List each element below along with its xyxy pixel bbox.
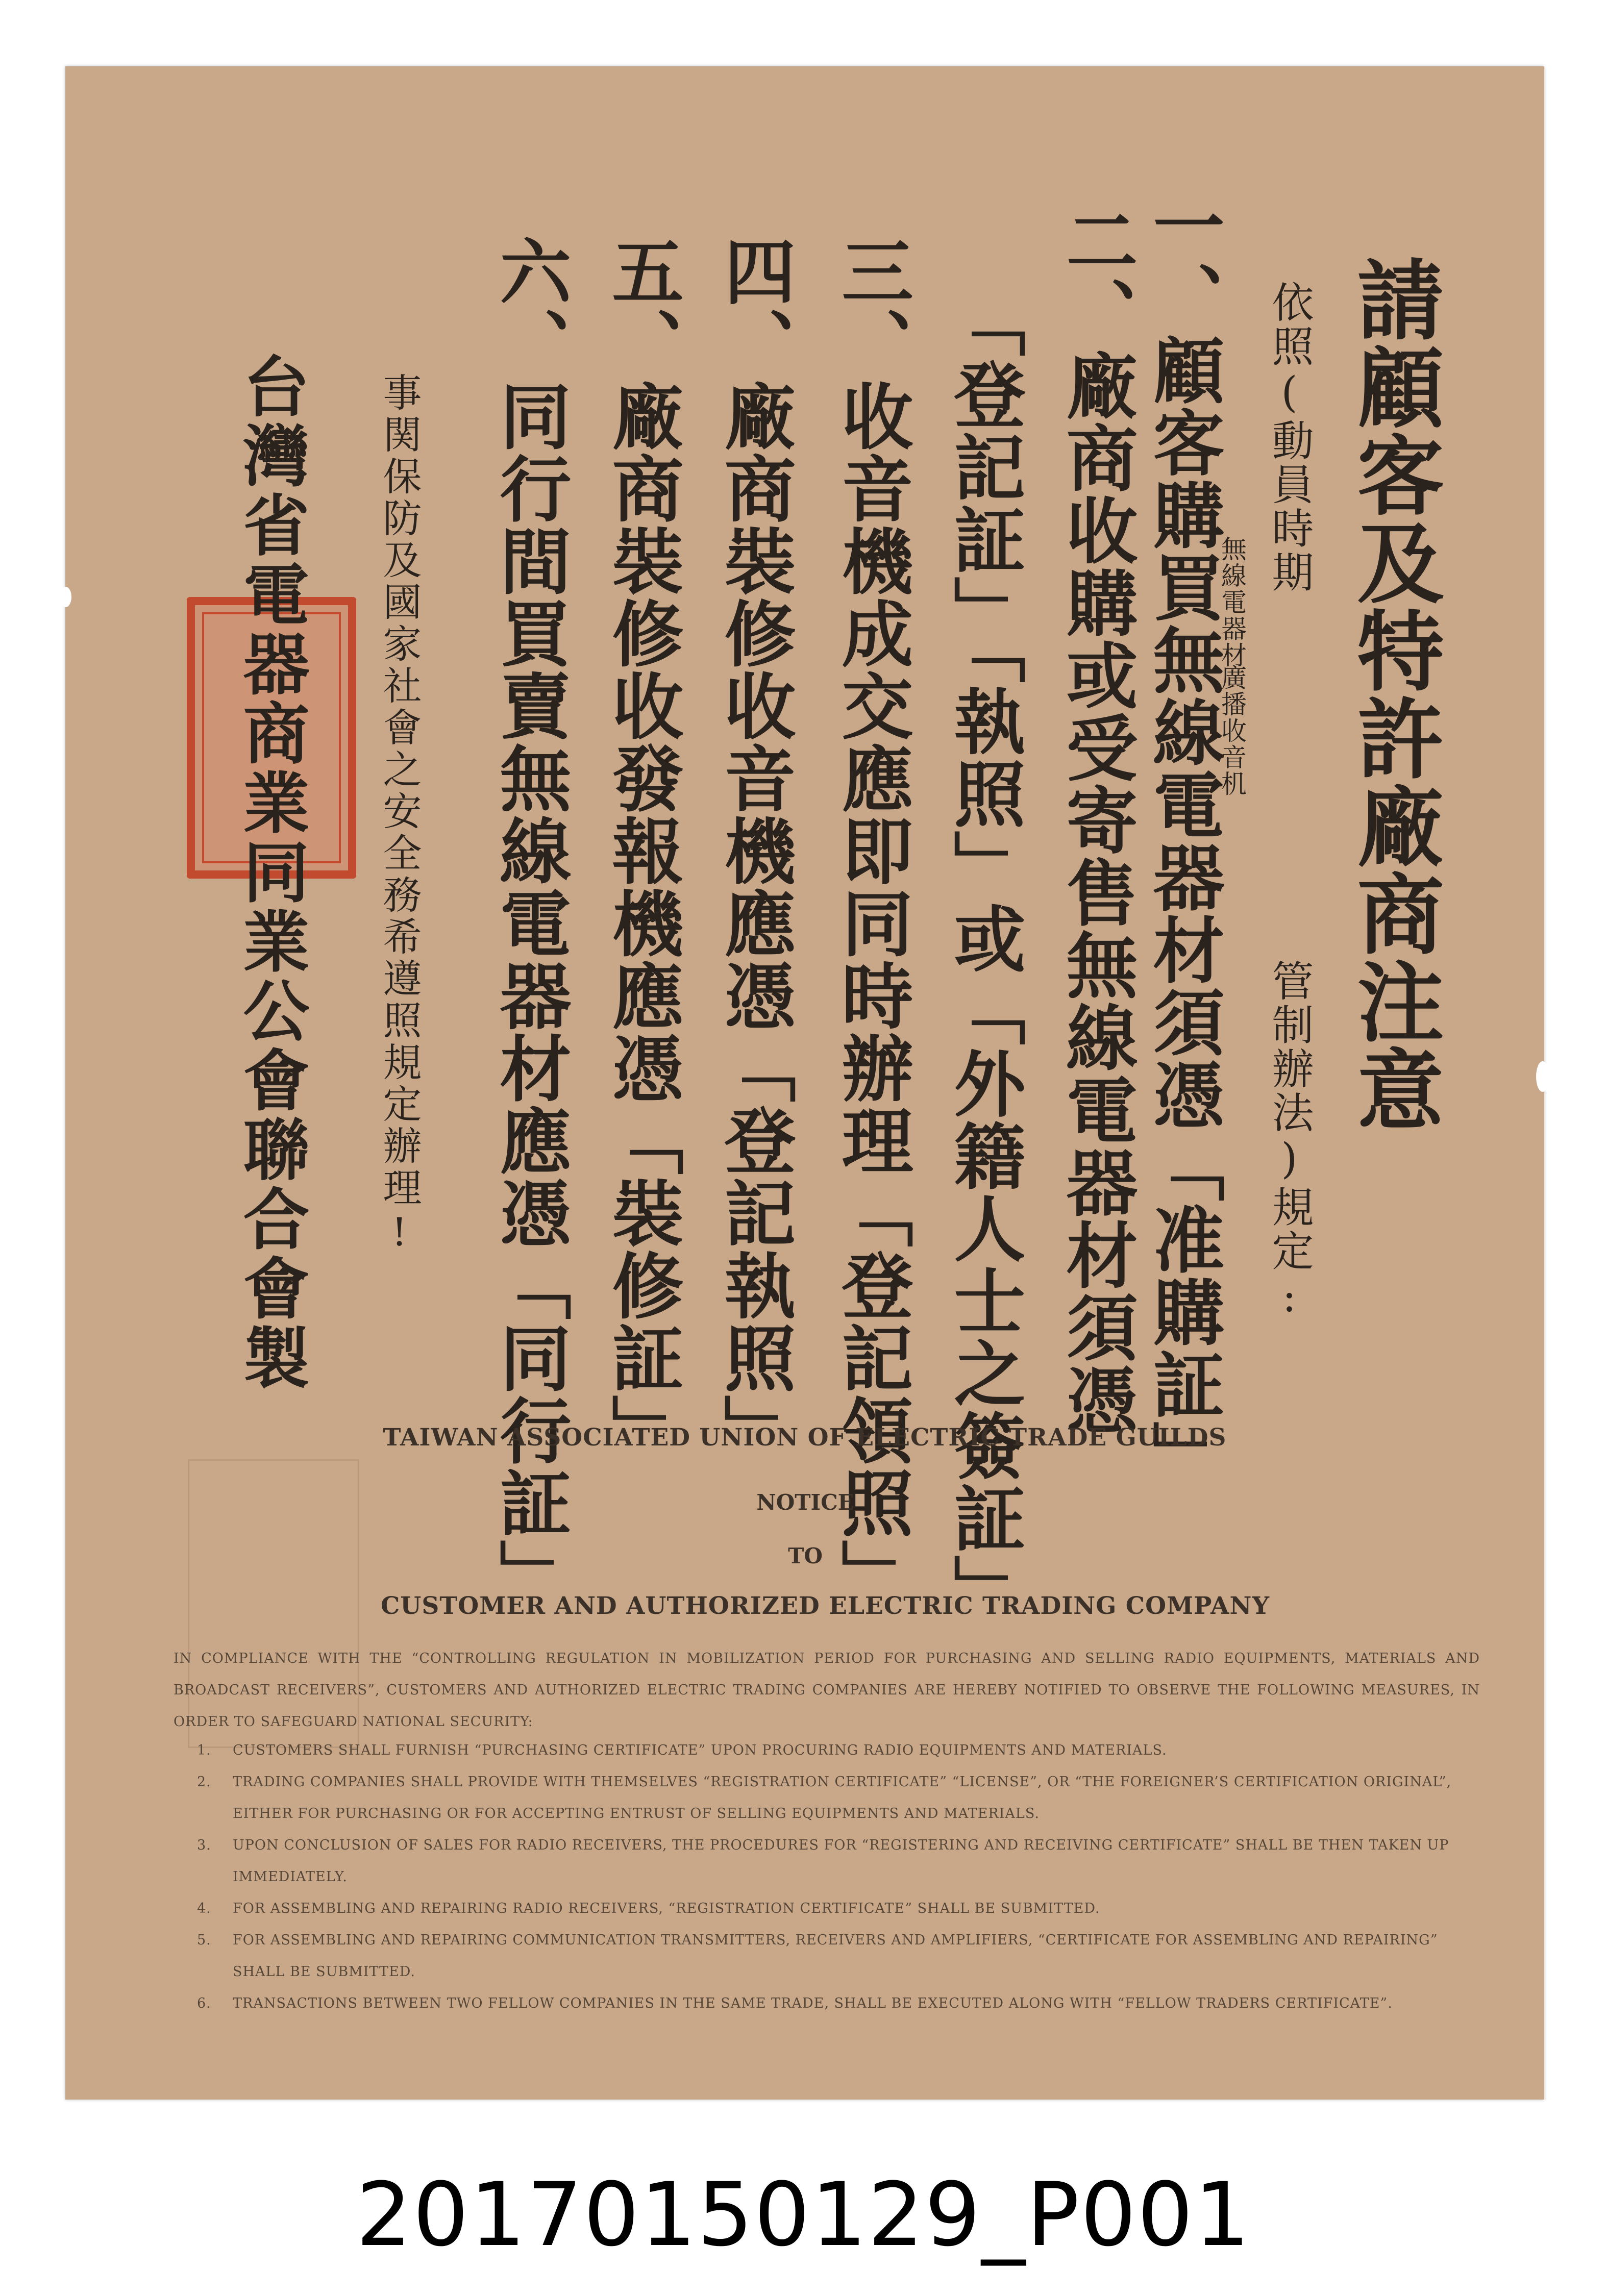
regulation-subtitle-bottom: 廣播收音机 <box>1217 664 1247 797</box>
en-to-heading: TO <box>788 1543 823 1568</box>
zh-item-6: 六、同行間買賣無線電器材應憑「同行証」 <box>488 235 572 1611</box>
list-item <box>197 1735 1457 1766</box>
paper-tear-left <box>60 587 71 607</box>
list-item-number: 5. <box>197 1932 211 1948</box>
issuer-name: 台灣省電器商業同業公會聯合會製 <box>232 352 310 1393</box>
zh-item-3: 三、收音機成交應即同時辦理「登記領照」 <box>830 235 913 1611</box>
list-item-text: TRANSACTIONS BETWEEN TWO FELLOW COMPANIES IN THE SAME TRADE, SHALL BE EXECUTED ALONG WITH “FELLOW TRADERS CERTIFICATE”. <box>233 1995 1393 2011</box>
list-item <box>197 1830 1457 1893</box>
zh-item-2-continued: 「登記証」「執照」或「外籍人士之簽証」 <box>942 286 1026 1627</box>
regulation-subtitle-top: 無線電器材 <box>1217 536 1247 668</box>
list-item-text: FOR ASSEMBLING AND REPAIRING RADIO RECEIVERS, “REGISTRATION CERTIFICATE” SHALL BE SUBMITTED. <box>233 1901 1100 1916</box>
list-item <box>197 1988 1457 2019</box>
list-item-text: FOR ASSEMBLING AND REPAIRING COMMUNICATION TRANSMITTERS, RECEIVERS AND AMPLIFIERS, “CERTIFICATE FOR ASSEMBLING AND REPAIRING” SHALL BE SUBMITTED. <box>233 1932 1438 1980</box>
list-item-text: TRADING COMPANIES SHALL PROVIDE WITH THEMSELVES “REGISTRATION CERTIFICATE” “LICENSE”, OR “THE FOREIGNER’S CERTIFICATION ORIGINAL”, EITHER FOR PURCHASING OR FOR ACCEPTING ENTRUST OF SELLING EQUIPMENTS AND MATERIALS. <box>233 1774 1452 1821</box>
notice-title: 請顧客及特許廠商注意 <box>1342 255 1444 1133</box>
list-item-number: 6. <box>197 1995 211 2011</box>
paper-tear-right <box>1536 1061 1549 1092</box>
en-measures-list <box>197 1735 1457 2019</box>
list-item <box>197 1766 1457 1830</box>
zh-item-5: 五、廠商裝修收發報機應憑「裝修証」 <box>600 235 684 1466</box>
notice-poster <box>65 66 1544 2100</box>
regulation-intro: 依照(動員時期 <box>1265 281 1314 594</box>
closing-statement: 事関保防及國家社會之安全務希遵照規定辦理! <box>377 372 422 1258</box>
zh-item-2: 二、廠商收購或受寄售無線電器材須憑 <box>1054 204 1138 1436</box>
zh-item-1: 一、顧客購買無線電器材須憑「准購証」 <box>1141 189 1225 1493</box>
list-item <box>197 1893 1457 1925</box>
list-item-text: UPON CONCLUSION OF SALES FOR RADIO RECEIVERS, THE PROCEDURES FOR “REGISTERING AND RECEIVING CERTIFICATE” SHALL BE THEN TAKEN UP IMMEDIATELY. <box>233 1837 1449 1885</box>
list-item-number: 1. <box>197 1742 211 1758</box>
list-item-number: 4. <box>197 1901 211 1916</box>
list-item-number: 2. <box>197 1774 211 1790</box>
list-item-text: CUSTOMERS SHALL FURNISH “PURCHASING CERTIFICATE” UPON PROCURING RADIO EQUIPMENTS AND MATERIALS. <box>233 1742 1167 1758</box>
list-item-number: 3. <box>197 1837 211 1853</box>
en-addressee: CUSTOMER AND AUTHORIZED ELECTRIC TRADING COMPANY <box>380 1592 1270 1620</box>
regulation-end: 管制辦法)規定: <box>1265 959 1314 1324</box>
en-organization: TAIWAN ASSOCIATED UNION OF ELECTRIC TRADE GUILDS <box>383 1424 1227 1452</box>
archive-id-label: 20170150129_P001 <box>356 2163 1251 2266</box>
en-notice-heading: NOTICE <box>756 1490 854 1515</box>
list-item <box>197 1925 1457 1988</box>
zh-item-4: 四、廠商裝修收音機應憑「登記執照」 <box>712 235 796 1466</box>
en-intro-paragraph: IN COMPLIANCE WITH THE “CONTROLLING REGULATION IN MOBILIZATION PERIOD FOR PURCHASING AND SELLING RADIO EQUIPMENTS, MATERIALS AND BROADCAST RECEIVERS”, CUSTOMERS AND AUTHORIZED ELECTRIC TRADING COMPANIES ARE HEREBY NOTIFIED TO OBSERVE THE FOLLOWING MEASURES, IN ORDER TO SAFEGUARD NATIONAL SECURITY: <box>174 1651 1480 1730</box>
